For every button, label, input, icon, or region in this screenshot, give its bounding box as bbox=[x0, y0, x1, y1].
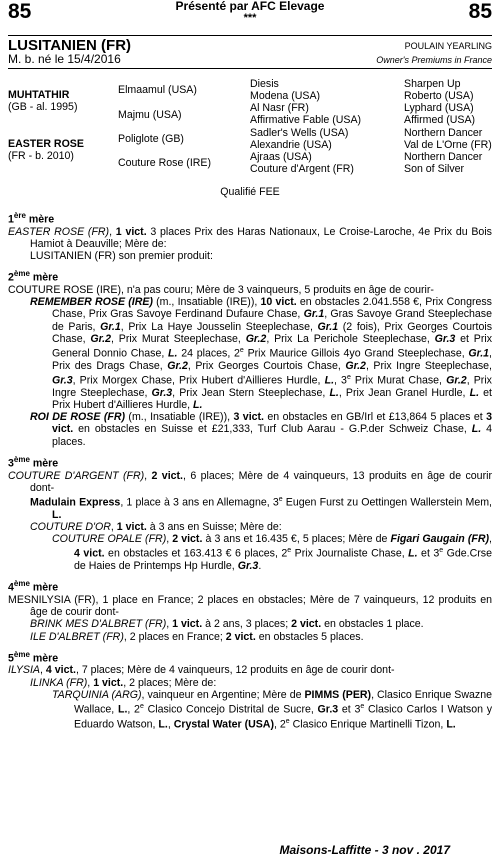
qualification: Qualifié FEE bbox=[220, 186, 280, 198]
sire-info: (GB - al. 1995) bbox=[8, 101, 78, 113]
horse-details: M. b. né le 15/4/2016 bbox=[8, 52, 121, 66]
dam-2-paragraph: COUTURE ROSE (IRE), n'a pas couru; Mère de 3 vainqueurs, 5 produits en âge de courir- bbox=[8, 284, 434, 297]
pedigree-gen4: Val de L'Orne (FR) bbox=[404, 139, 492, 151]
dam-5-paragraph: ILYSIA, 4 vict., 7 places; Mère de 4 vainqueurs, 12 produits en âge de courir dont- bbox=[8, 664, 395, 677]
pedigree-gen4: Northern Dancer bbox=[404, 151, 483, 163]
pedigree-gen4: Roberto (USA) bbox=[404, 90, 474, 102]
dam-2-produce-1: REMEMBER ROSE (IRE) (m., Insatiable (IRE)), 10 vict. en obstacles 2.041.558 €, Prix Congress Chase, Prix Gras Savoye Ferdinand Dufaure Chase, Gr.1, Gras Savoye Grand Steeplechase de Paris, Gr.1, Prix La Haye Jousselin Steeplechase, Gr.1 (2 fois), Prix Georges Courtois Chase, Gr.2, Prix Murat Steeplechase, Gr.2, Prix La Perichole Steeplechase, Gr.3 et Prix General Donnio Chase, L. 24 places, 2e Prix Maurice Gillois 4yo Grand Steeplechase, Gr.1, Prix des Drags Chase, Gr.2, Prix Georges Courtois Chase, Gr.2, Prix Ingre Steeplechase, Gr.3, Prix Morgex Chase, Prix Hubert d'Aillieres Hurdle, L., 3e Prix Murat Chase, Gr.2, Prix Ingre Steeplechase, Gr.3, Prix Jean Stern Steeplechase, L., Prix Jean Granel Hurdle, L. et Prix Hubert d'Aillieres Hurdle, L. bbox=[30, 296, 493, 411]
dam-3-paragraph: COUTURE D'ARGENT (FR), 2 vict., 6 places; Mère de 4 vainqueurs, 13 produits en âge de courir dont- bbox=[8, 469, 492, 494]
pedigree-gen4: Northern Dancer bbox=[404, 127, 483, 139]
pedigree-gen3: Ajraas (USA) bbox=[250, 151, 312, 163]
horse-category: POULAIN YEARLING bbox=[404, 41, 492, 51]
bottom-rule bbox=[8, 68, 492, 69]
pedigree-gen3: Modena (USA) bbox=[250, 90, 321, 102]
dam-3-produce-1: Madulain Express, 1 place à 3 ans en Allemagne, 3e Eugen Furst zu Oettingen Wallerstein Mem, L. bbox=[30, 495, 492, 521]
pedigree-gen4: Affirmed (USA) bbox=[404, 114, 476, 126]
pedigree-gen3: Al Nasr (FR) bbox=[250, 102, 309, 114]
dam-1-produce: LUSITANIEN (FR) son premier produit: bbox=[30, 250, 213, 263]
pedigree-gen2: Couture Rose (IRE) bbox=[118, 157, 212, 169]
sire-name: MUHTATHIR bbox=[8, 89, 70, 101]
dam-4-produce-2: ILE D'ALBRET (FR), 2 places en France; 2 vict. en obstacles 5 places. bbox=[30, 630, 364, 643]
pedigree-gen4: Son of Silver bbox=[404, 163, 465, 175]
pedigree-gen3: Alexandrie (USA) bbox=[250, 139, 332, 151]
dam-5-produce-1-child: TARQUINIA (ARG), vainqueur en Argentine; Mère de PIMMS (PER), Clasico Enrique Swazne Wallace, L., 2e Clasico Concejo Distrital de Sucre, Gr.3 et 3e Clasico Carlos I Watson y Eduardo Watson, L., Crystal Water (USA), 2e Clasico Enrique Martinelli Tizon, L. bbox=[52, 688, 493, 731]
dam-5-produce-1: ILINKA (FR), 1 vict., 2 places; Mère de: bbox=[30, 676, 217, 689]
section-dam-2: 2ème mère bbox=[8, 269, 59, 284]
pedigree-gen2: Majmu (USA) bbox=[118, 109, 182, 121]
lot-number-left: 85 bbox=[8, 0, 32, 23]
pedigree-gen2: Elmaamul (USA) bbox=[118, 84, 197, 96]
section-dam-3: 3ème mère bbox=[8, 454, 59, 470]
horse-tagline: Owner's Premiums in France bbox=[376, 55, 492, 65]
horse-name: LUSITANIEN (FR) bbox=[8, 37, 132, 54]
section-dam-4: 4ème mère bbox=[8, 579, 59, 594]
produce-record bbox=[8, 210, 492, 731]
dam-4-produce-1: BRINK MES D'ALBRET (FR), 1 vict. à 2 ans, 3 places; 2 vict. en obstacles 1 place. bbox=[30, 618, 424, 631]
header-stars: *** bbox=[243, 12, 257, 24]
dam-name: EASTER ROSE bbox=[8, 138, 84, 150]
dam-3-produce-2: COUTURE D'OR, 1 vict. à 3 ans en Suisse; Mère de: bbox=[30, 520, 282, 533]
dam-info: (FR - b. 2010) bbox=[8, 150, 74, 162]
sale-footer: Maisons-Laffitte - 3 nov . 2017 bbox=[279, 842, 450, 857]
dam-4-paragraph: MESNILYSIA (FR), 1 place en France; 2 places en obstacles; Mère de 7 vainqueurs, 12 produits en âge de courir dont- bbox=[8, 593, 492, 619]
lot-number-right: 85 bbox=[468, 0, 492, 23]
dam-3-produce-2-child: COUTURE OPALE (FR), 2 vict. à 3 ans et 16.435 €, 5 places; Mère de Figari Gaugain (FR), 4 vict. en obstacles et 163.413 € 6 places, 2e Prix Journaliste Chase, L. et 3e Gde.Crse de Haies de Printemps Hp Hurdle, Gr.3. bbox=[52, 533, 492, 572]
pedigree-gen3: Affirmative Fable (USA) bbox=[250, 114, 362, 126]
dam-1-paragraph: EASTER ROSE (FR), 1 vict. 3 places Prix des Haras Nationaux, Le Croise-Laroche, 4e Prix du Bois Hamiot à Deauville; Mère de: bbox=[8, 225, 492, 250]
pedigree-gen3: Sadler's Wells (USA) bbox=[250, 127, 349, 139]
top-rule bbox=[8, 35, 492, 36]
pedigree-gen4: Sharpen Up bbox=[404, 78, 461, 90]
pedigree-gen3: Couture d'Argent (FR) bbox=[250, 163, 354, 175]
consignor-title: Présenté par AFC Elevage bbox=[175, 0, 325, 13]
dam-2-produce-2: ROI DE ROSE (FR) (m., Insatiable (IRE)), 3 vict. en obstacles en GB/Irl et £13,864 5 places et 3 vict. en obstacles en Suisse et £21,333, Turf Club Aarau - G.P.der Schweiz Chase, L. 4 places. bbox=[30, 411, 493, 448]
pedigree-gen4: Lyphard (USA) bbox=[404, 102, 474, 114]
section-dam-5: 5ème mère bbox=[8, 649, 59, 665]
pedigree-gen3: Diesis bbox=[250, 78, 279, 90]
section-dam-1: 1ère mère bbox=[8, 211, 55, 226]
pedigree-gen2: Poliglote (GB) bbox=[118, 133, 184, 145]
